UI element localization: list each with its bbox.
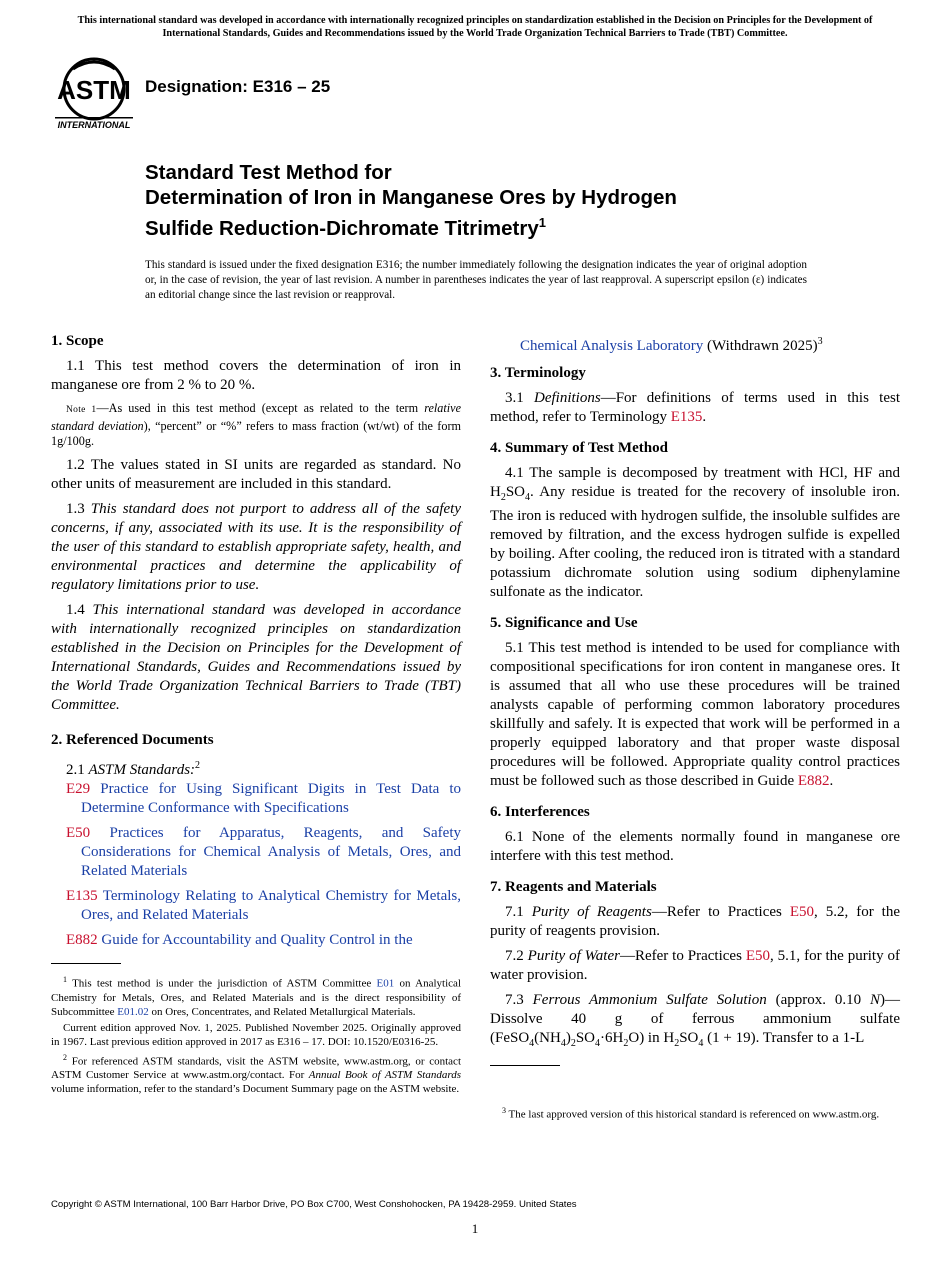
normality-n: N [870, 992, 881, 1008]
footnote-3-num: 3 [502, 1106, 506, 1115]
ref-code-e135[interactable]: E135 [66, 887, 98, 904]
para-7-3-h: SO [679, 1030, 699, 1046]
title-footnote-ref[interactable]: 1 [538, 215, 546, 230]
footnote-2-text-a: For referenced ASTM standards, visit the ASTM website, www.astm.org, or contact ASTM Customer Service at www.astm.org/contact. For [51, 1055, 461, 1082]
header-note: This international standard was developed in accordance with internationally recognized principles on standardization established in the Decision on Principles for the Development of International Standards, Guides and Recommendations issued by the World Trade Organization Technical Barriers to Trade (TBT) Committee. [77, 15, 873, 39]
para-5-1 [490, 639, 900, 791]
sub-4d: 4 [698, 1038, 704, 1049]
logo-subtext: INTERNATIONAL [57, 120, 131, 130]
para-7-1-em: Purity of Reagents [531, 904, 652, 920]
issued-note: This standard is issued under the fixed designation E316; the number immediately following the designation indicates the year of original adoption or, in the case of revision, the year of last revision. A number in parentheses indicates the year of last reapproval. A superscript epsilon (ε) indicates an editorial change since the last revision or reapproval. [145, 259, 807, 301]
ref-code-e50[interactable]: E50 [66, 824, 91, 841]
para-5-1-text: 5.1 This test method is intended to be used for compliance with compositional specifications for iron content in manganese ores. It is assumed that all who use these procedures will be trained analysts capable of performing common laboratory procedures skillfully and safely. It is expected that work will be performed in a properly equipped laboratory and that proper waste disposal procedures will be followed. Appropriate quality control practices must be followed such as those described in Guide [490, 640, 900, 789]
ref-item-e50 [66, 824, 461, 881]
astm-logo-icon [53, 55, 135, 131]
para-1-3-num: 1.3 [66, 500, 85, 517]
note-text-b: ), “percent” or “%” refers to mass fraction (wt/wt) of the form 1g/100g. [51, 418, 461, 448]
section-terminology-heading: 3. Terminology [490, 365, 586, 381]
e50-link-1[interactable]: E50 [789, 904, 815, 920]
title-line-2: Determination of Iron in Manganese Ores by Hydrogen [145, 186, 677, 209]
copyright-line: Copyright © ASTM International, 100 Barr Harbor Drive, PO Box C700, West Conshohocken, PA 19428-2959. United States [51, 1199, 577, 1210]
footnote-1-text-c: on Ores, Concentrates, and Related Metallurgical Materials. [148, 1005, 416, 1018]
para-7-1-b: , 5.2, for the purity of reagents provision. [490, 904, 900, 939]
document-title [145, 160, 865, 241]
para-3-1-text: —For definitions of terms used in this test method, refer to Terminology [490, 390, 901, 425]
para-4-1-b: SO [505, 484, 526, 500]
ref-code-e882[interactable]: E882 [66, 931, 98, 948]
title-line-3 [145, 210, 865, 241]
sub-2a: 2 [570, 1038, 576, 1049]
para-2-1-num: 2.1 [66, 761, 85, 778]
para-7-3-em: Ferrous Ammonium Sulfate Solution [532, 992, 767, 1008]
para-7-3-b: )—Dissolve 40 g of ferrous ammonium sulfate (FeSO [490, 992, 901, 1046]
para-7-2 [490, 947, 900, 985]
section-referenced-heading: 2. Referenced Documents [51, 731, 214, 748]
para-2-1 [51, 756, 461, 780]
sub-2b: 2 [623, 1038, 629, 1049]
e50-link-2[interactable]: E50 [745, 948, 771, 964]
para-7-3-g: O) in H [628, 1030, 675, 1046]
footnote-1 [51, 973, 461, 1019]
section-summary-heading: 4. Summary of Test Method [490, 440, 668, 456]
para-3-1-em: Definitions [534, 390, 601, 406]
para-3-1-tail: . [702, 409, 707, 425]
para-1-3 [51, 500, 461, 595]
para-1-4-num: 1.4 [66, 601, 85, 618]
para-7-3 [490, 991, 900, 1053]
section-significance-heading: 5. Significance and Use [490, 615, 638, 631]
para-1-1: 1.1 This test method covers the determination of iron in manganese ore from 2 % to 20 %. [51, 358, 461, 393]
footnote-2-ref[interactable]: 2 [195, 759, 201, 771]
ref-item-e882 [66, 931, 461, 950]
para-1-2: 1.2 The values stated in SI units are regarded as standard. No other units of measurement are included in this standard. [51, 456, 461, 492]
para-7-2-b: , 5.1, for the purity of water provision. [490, 948, 901, 983]
footnote-2-num: 2 [63, 1052, 67, 1062]
para-4-1-a: 4.1 The sample is decomposed by treatment with HCl, HF and H [490, 465, 900, 500]
para-7-1-a: —Refer to Practices [651, 904, 790, 920]
footnote-2-em: Annual Book of ASTM Standards [308, 1069, 461, 1082]
footnote-3-ref[interactable]: 3 [817, 336, 823, 347]
para-7-2-num: 7.2 [505, 948, 524, 964]
note-em: relative standard deviation [51, 401, 461, 433]
para-7-1-num: 7.1 [505, 904, 524, 920]
ref-title-e50[interactable]: Practices for Apparatus, Reagents, and Safety Considerations for Chemical Analysis of Metals, Ores, and Related Materials [81, 824, 462, 879]
para-7-2-a: —Refer to Practices [619, 948, 746, 964]
note-label: Note 1 [66, 405, 97, 415]
para-7-3-d: ) [565, 1030, 571, 1046]
ref-title-e135[interactable]: Terminology Relating to Analytical Chemistry for Metals, Ores, and Related Materials [81, 887, 461, 923]
footnotes-right [490, 1104, 900, 1124]
para-7-3-f: ·6H [600, 1030, 624, 1046]
sub-4: 4 [525, 492, 531, 503]
para-7-3-e: SO [575, 1030, 596, 1046]
para-4-1-c: . Any residue is treated for the recovery of insoluble iron. The iron is reduced with hydrogen sulfide, the insoluble sulfides are removed by filtration, and the excess hydrogen sulfide is expelled by boiling. After cooling, the reduced iron is titrated with a standard potassium dichromate solution using sodium diphenylamine sulfonate as the indicator. [490, 484, 900, 600]
sub-2: 2 [500, 492, 506, 503]
sub-2c: 2 [674, 1038, 680, 1049]
para-6-1: 6.1 None of the elements normally found in manganese ore interfere with this test method. [490, 829, 900, 864]
para-2-1-em: ASTM Standards: [88, 761, 196, 778]
withdrawn-text: (Withdrawn 2025) [703, 338, 818, 354]
ref-item-e135 [66, 887, 461, 925]
ref-item-e29 [66, 780, 461, 818]
para-4-1 [490, 464, 900, 602]
footnote-1-text-b: on Analytical Chemistry for Metals, Ores, and Related Materials and is the direct responsibility of Subcommittee [51, 977, 461, 1018]
footnotes-left [51, 973, 461, 1098]
para-3-1-num: 3.1 [505, 390, 524, 406]
footnote-1-edition: Current edition approved Nov. 1, 2025. Published November 2025. Originally approved in 1967. Last previous edition approved in 2017 as E316 – 17. DOI: 10.1520/E0316-25. [51, 1021, 461, 1048]
para-7-3-i: (1 + 19). Transfer to a 1-L [703, 1030, 865, 1046]
footnote-2-text-b: volume information, refer to the standard’s Document Summary page on the ASTM website. [51, 1083, 460, 1096]
para-3-1 [490, 389, 900, 427]
para-5-1-tail: . [829, 773, 834, 789]
footnote-3 [490, 1104, 900, 1122]
ref-title-e882-cont[interactable]: Chemical Analysis Laboratory [520, 338, 704, 354]
ref-code-e29[interactable]: E29 [66, 780, 91, 797]
para-1-3-text: This standard does not purport to address all of the safety concerns, if any, associated with its use. It is the responsibility of the user of this standard to establish appropriate safety, health, and environmental practices and determine the applicability of regulatory limitations prior to use. [51, 500, 461, 593]
para-7-3-c: (NH [534, 1030, 561, 1046]
title-line-3-text: Sulfide Reduction-Dichromate Titrimetry [145, 216, 539, 240]
sub-4b: 4 [560, 1038, 566, 1049]
ref-title-e882[interactable]: Guide for Accountability and Quality Control in the [101, 931, 413, 948]
e135-link[interactable]: E135 [670, 409, 703, 425]
sub-4a: 4 [529, 1038, 535, 1049]
section-scope-heading: 1. Scope [51, 333, 104, 349]
para-7-1 [490, 903, 900, 941]
page-number: 1 [471, 1221, 479, 1236]
sub-4c: 4 [595, 1038, 601, 1049]
para-1-4 [51, 601, 461, 715]
note-text-a: —As used in this test method (except as related to the term [96, 401, 425, 415]
section-reagents-heading: 7. Reagents and Materials [490, 879, 657, 895]
designation: Designation: E316 – 25 [145, 77, 331, 96]
e882-link[interactable]: E882 [797, 773, 830, 789]
right-column [490, 332, 900, 1059]
ref-title-e29[interactable]: Practice for Using Significant Digits in Test Data to Determine Conformance with Specifications [81, 780, 461, 816]
para-7-2-em: Purity of Water [527, 948, 620, 964]
footnote-rule-right [490, 1065, 560, 1066]
footnote-2 [51, 1051, 461, 1097]
footnote-rule-left [51, 963, 121, 964]
subcommittee-e0102-link[interactable]: E01.02 [117, 1005, 149, 1018]
left-column [51, 332, 461, 956]
ref-item-e882-cont [490, 332, 900, 356]
footnote-1-text-a: This test method is under the jurisdiction of ASTM Committee [67, 977, 377, 990]
title-line-1: Standard Test Method for [145, 161, 392, 184]
para-1-4-text: This international standard was developed in accordance with internationally recognized principles on standardization established in the Decision on Principles for the Development of International Standards, Guides and Recommendations issued by the World Trade Organization Technical Barriers to Trade (TBT) Committee. [51, 601, 462, 713]
para-7-3-num: 7.3 [505, 992, 524, 1008]
section-interferences-heading: 6. Interferences [490, 804, 590, 820]
para-7-3-a: (approx. 0.10 [766, 992, 870, 1008]
note-1 [51, 401, 461, 450]
footnote-1-num: 1 [63, 975, 67, 984]
footnote-3-text: The last approved version of this historical standard is referenced on www.astm.org. [506, 1108, 880, 1121]
committee-e01-link[interactable]: E01 [376, 977, 395, 990]
logo-text: ASTM [57, 75, 131, 105]
